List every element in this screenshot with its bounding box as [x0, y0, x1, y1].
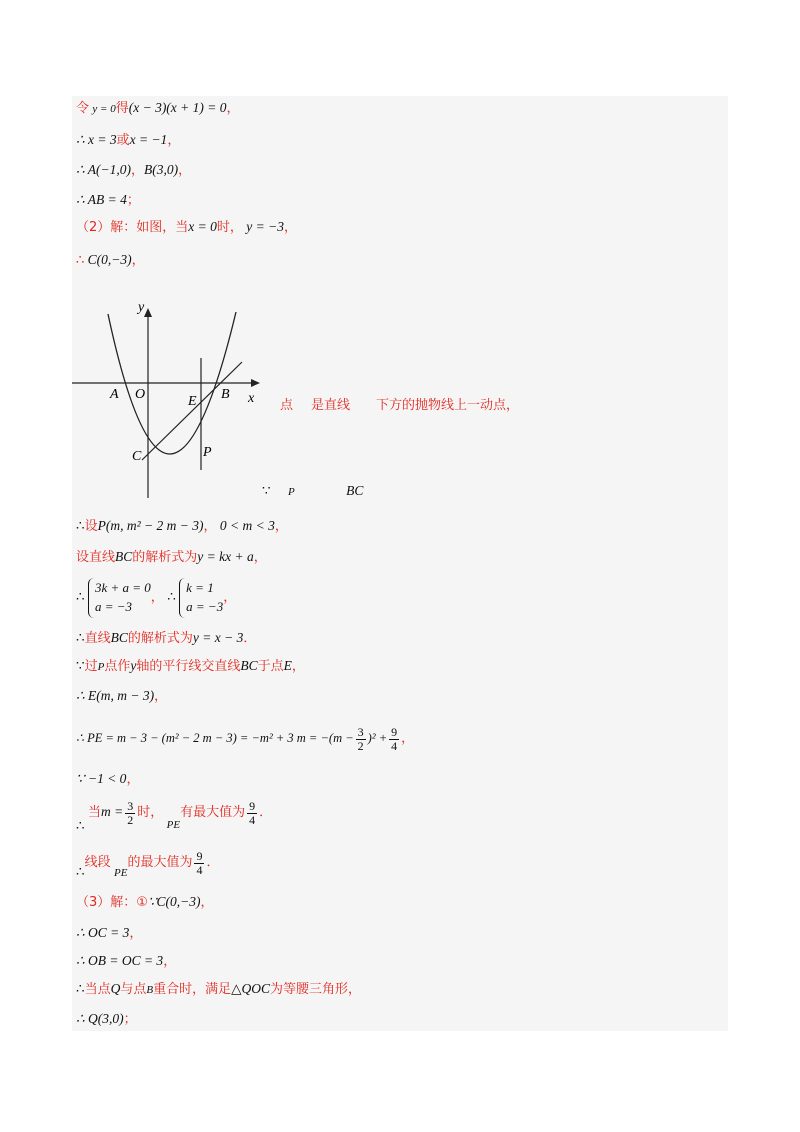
math-expr: BC [115, 549, 133, 564]
text-span: （3）解：① [76, 895, 148, 910]
math-expr: PE [113, 867, 128, 880]
equation-system-1 [88, 578, 151, 618]
math-expr: ∴ [76, 864, 85, 880]
text-span: ， [129, 926, 143, 941]
fraction [389, 726, 399, 752]
label-x: x [248, 391, 255, 406]
label-c: C [132, 449, 142, 464]
text-span: ， [130, 163, 144, 178]
line-8 [262, 484, 363, 498]
text-span: ； [123, 1012, 137, 1027]
math-expr: ∵ −1 < 0 [76, 771, 127, 786]
math-expr: ∴ Q(3,0) [76, 1011, 124, 1026]
text-span: 的解析式为 [132, 550, 198, 565]
line-7 [280, 398, 519, 412]
math-expr: y = 0 [92, 103, 116, 115]
text-span: 的最大值为 [127, 855, 193, 871]
line-11 [76, 578, 236, 618]
math-expr: ∴ PE = m − 3 − (m² − 2 m − 3) = −m² + 3 m = − [76, 730, 329, 745]
math-expr: 0 < m < 3 [219, 518, 275, 533]
label-o: O [135, 387, 146, 402]
y-axis-arrow [144, 308, 152, 317]
text-span: 设 [84, 519, 98, 534]
text-span: ． [259, 805, 273, 821]
math-expr: x = −1 [129, 132, 168, 147]
fraction-denominator: 4 [196, 862, 203, 877]
line-16 [76, 772, 139, 786]
math-expr: B [146, 984, 154, 996]
math-expr: ∴ OC = 3 [76, 925, 130, 940]
text-span: 得 [115, 101, 129, 116]
fraction-numerator: 3 [357, 725, 364, 739]
math-expr: ∴ A(−1,0) [76, 162, 131, 177]
text-span: 当点 [84, 982, 111, 997]
fraction-numerator: 9 [391, 725, 398, 739]
text-span: 过 [84, 659, 98, 674]
text-span: ， [126, 772, 140, 787]
text-span: 令 [76, 101, 90, 116]
text-span: 设直线 [76, 550, 116, 565]
math-expr: P(m, m² − 2 m − 3) [97, 518, 204, 533]
text-span: ， [274, 519, 288, 534]
fraction-denominator: 2 [127, 812, 134, 827]
text-span: ∴ [76, 253, 85, 268]
line-5 [76, 220, 297, 234]
math-expr: ∵ [76, 658, 85, 673]
text-span: 与点 [120, 982, 147, 997]
fraction-numerator: 9 [196, 849, 203, 863]
line-18 [76, 850, 219, 879]
text-span: 是直线 [311, 398, 351, 413]
text-span: 轴的平行线交直线 [136, 659, 241, 674]
math-expr: ∴ AB = 4 [76, 192, 127, 207]
text-span: ， [200, 895, 214, 910]
text-span: 时， [216, 220, 243, 235]
math-expr: E [283, 658, 292, 673]
text-span: 时， [137, 805, 164, 821]
line-15 [76, 726, 414, 752]
line-17 [76, 800, 272, 833]
math-expr: ∴ [76, 518, 85, 533]
math-expr: m = [100, 804, 124, 820]
math-expr: BC [240, 658, 258, 673]
text-span: ， [154, 689, 168, 704]
text-span: 点作 [104, 659, 131, 674]
math-expr: ∴ [76, 981, 85, 996]
line-9 [76, 519, 288, 533]
math-expr: P [287, 486, 295, 498]
math-expr: BC [346, 483, 364, 498]
system-row: a = −3 [94, 598, 133, 614]
fraction-numerator: 9 [249, 799, 256, 813]
math-expr: ∴ [76, 588, 85, 604]
math-expr: ∴ x = 3 [76, 132, 117, 147]
math-expr: (m − [328, 730, 354, 745]
math-expr: (x − 3)(x + 1) = 0 [128, 100, 227, 115]
line-10 [76, 550, 267, 564]
math-expr: C(0,−3) [87, 252, 132, 267]
text-span: 于点 [257, 659, 284, 674]
text-span: ， [150, 589, 164, 605]
line-1 [76, 101, 240, 115]
text-span: ， [253, 550, 267, 565]
math-expr: BC [110, 630, 128, 645]
line-19 [76, 895, 214, 909]
math-expr: y = kx + a [197, 549, 254, 564]
text-span: （2）解：如图，当 [76, 220, 189, 235]
text-span: ； [126, 193, 140, 208]
label-y: y [138, 300, 145, 315]
fraction-denominator: 4 [391, 738, 398, 753]
math-expr: )² + [367, 730, 388, 745]
math-expr: △QOC [231, 981, 271, 996]
label-b: B [221, 387, 230, 402]
line-13 [76, 659, 305, 673]
text-span: ， [178, 163, 192, 178]
text-span: 为等腰三角形， [270, 982, 362, 997]
label-a: A [110, 387, 119, 402]
text-span: ， [291, 659, 305, 674]
line-bc [142, 362, 242, 460]
text-span: 点 [280, 398, 294, 413]
line-6 [76, 253, 145, 267]
line-23 [76, 1012, 137, 1026]
math-expr: y = x − 3 [192, 630, 244, 645]
text-span: ． [206, 855, 220, 871]
fraction [125, 800, 135, 826]
math-expr: y [130, 658, 137, 673]
text-span: 的解析式为 [127, 631, 193, 646]
text-span: 当 [87, 805, 101, 821]
x-axis-arrow [251, 379, 260, 387]
text-span: ， [167, 133, 181, 148]
fraction-numerator: 3 [127, 799, 134, 813]
text-span: ， [223, 589, 237, 605]
math-expr: PE [166, 819, 181, 832]
text-span: 线段 [84, 855, 111, 871]
fraction-denominator: 4 [249, 812, 256, 827]
fraction [356, 726, 366, 752]
math-expr: x = 0 [188, 219, 217, 234]
math-expr: ∴ OB = OC = 3 [76, 953, 164, 968]
math-expr: y = −3 [246, 219, 284, 234]
math-expr: ∴ [167, 588, 176, 604]
system-row: a = −3 [186, 598, 224, 614]
fraction [194, 850, 204, 876]
text-span: ， [401, 730, 415, 746]
text-span: 或 [116, 133, 130, 148]
equation-system-2 [179, 578, 223, 618]
text-span: ． [243, 631, 257, 646]
line-22 [76, 982, 361, 996]
text-span: ， [203, 519, 217, 534]
text-span: ， [163, 954, 177, 969]
math-expr: ∵ [262, 483, 271, 498]
line-21 [76, 954, 176, 968]
text-span: 下方的抛物线上一动点， [376, 398, 520, 413]
math-expr: ∴ [76, 630, 85, 645]
system-row: 3k + a = 0 [94, 580, 151, 595]
fraction-denominator: 2 [357, 738, 364, 753]
line-4 [76, 193, 140, 207]
math-expr: B(3,0) [143, 162, 179, 177]
text-span: 有最大值为 [180, 805, 246, 821]
parabola-figure [70, 298, 270, 508]
fraction [247, 800, 257, 826]
line-12 [76, 631, 256, 645]
math-expr: Q [110, 981, 121, 996]
text-span: 重合时，满足 [153, 982, 232, 997]
math-expr: ∴ E(m, m − 3) [76, 688, 155, 703]
text-span: ， [284, 220, 298, 235]
label-p: P [203, 445, 212, 460]
math-expr: P [97, 661, 105, 673]
label-e: E [188, 394, 197, 409]
text-span: ， [226, 101, 240, 116]
math-expr: ∴ [76, 818, 85, 834]
math-expr: ∵C(0,−3) [147, 894, 201, 909]
text-span: 直线 [84, 631, 111, 646]
line-20 [76, 926, 142, 940]
system-row: k = 1 [186, 580, 214, 595]
line-2 [76, 133, 180, 147]
line-14 [76, 689, 167, 703]
text-span: ， [131, 253, 145, 268]
line-3 [76, 163, 191, 177]
